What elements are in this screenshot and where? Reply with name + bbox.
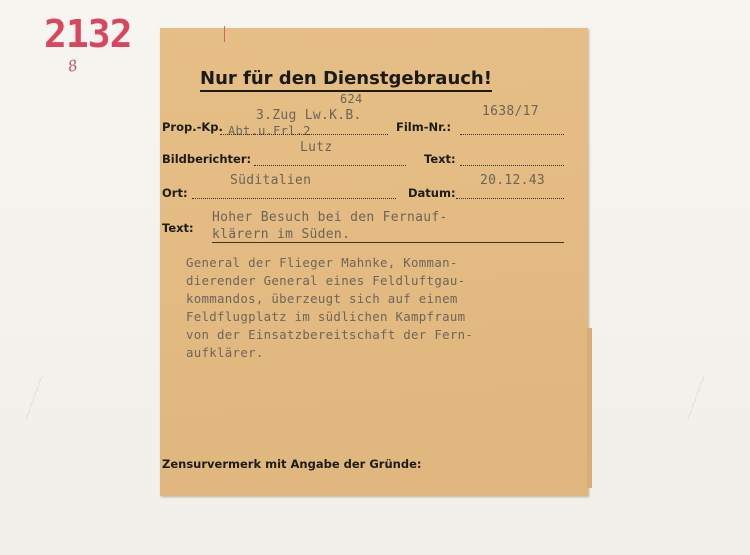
text-small-label: Text: [424,152,456,166]
text-small-line [460,165,564,166]
title-line-2: klärern im Süden. [212,227,351,242]
caption-slip [160,28,588,496]
ort-label: Ort: [162,186,188,200]
prop-kp-value-line1: 3.Zug Lw.K.B. [256,108,362,123]
ghost-embossed-stamp-right: ⁓⁓⁓⁓ [681,372,711,422]
datum-line [456,198,564,199]
text-label: Text: [162,221,194,235]
caption-line: Feldflugplatz im südlichen Kampfraum [186,309,466,324]
ghost-embossed-stamp-left: ⁓⁓⁓⁓ [19,372,49,422]
datum-value: 20.12.43 [480,173,546,188]
ort-line [192,198,396,199]
archive-number-stamp: 2132 [44,12,132,56]
film-nr-line [460,134,564,135]
film-nr-value: 1638/17 [482,104,539,119]
film-nr-label: Film-Nr.: [396,120,452,134]
bildberichter-value: Lutz [300,140,333,155]
bildberichter-label: Bildberichter: [162,152,252,166]
pencil-mark: 8 [66,56,80,76]
slip-heading: Nur für den Dienstgebrauch! [200,68,492,92]
bildberichter-line [254,165,406,166]
datum-label: Datum: [408,186,456,200]
censor-note-label: Zensurvermerk mit Angabe der Gründe: [162,457,422,471]
caption-body [186,254,586,362]
caption-line: kommandos, überzeugt sich auf einem [186,291,458,306]
prop-kp-value-line2: Abt.u.Frl.2 [228,124,311,138]
title-underline [212,242,564,243]
title-line-1: Hoher Besuch bei den Fernauf- [212,210,448,225]
ort-value: Süditalien [230,173,312,188]
caption-line: von der Einsatzbereitschaft der Fern- [186,327,474,342]
caption-line: dierender General eines Feldluftgau- [186,273,466,288]
prop-kp-label: Prop.-Kp. [162,120,223,134]
red-pencil-tick [224,26,225,42]
kp-number-value: 624 [340,92,363,106]
caption-line: aufklärer. [186,345,264,360]
prop-kp-line [220,134,388,135]
caption-line: General der Flieger Mahnke, Komman- [186,255,458,270]
